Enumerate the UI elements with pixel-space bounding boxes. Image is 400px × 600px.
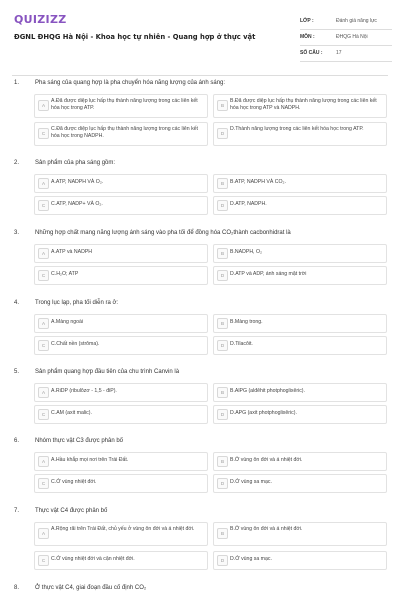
answer-option-c[interactable] (34, 122, 208, 146)
meta-row-socau (300, 46, 392, 62)
worksheet-header (0, 0, 400, 72)
question-number: 7. (14, 508, 20, 514)
option-text: B.Ở vùng ôn đới và á nhiệt đới. (230, 526, 303, 532)
option-letter-badge: D (217, 128, 228, 139)
option-text: A.Hầu khắp mọi nơi trên Trái Đất. (51, 457, 129, 463)
answer-option-b[interactable] (213, 174, 387, 193)
meta-value: Đánh giá năng lực (336, 18, 377, 24)
option-letter-badge: C (38, 200, 49, 211)
option-text: C.Ở vùng nhiệt đới. (51, 479, 97, 485)
answer-option-a[interactable] (34, 244, 208, 263)
option-letter-badge: C (38, 340, 49, 351)
answer-option-d[interactable] (213, 405, 387, 424)
option-text: B.Màng trong. (230, 319, 263, 325)
answer-option-b[interactable] (213, 383, 387, 402)
answer-option-d[interactable] (213, 122, 387, 146)
option-text: A.Màng ngoài (51, 319, 84, 325)
answer-option-b[interactable] (213, 314, 387, 333)
option-text: D.Tilacôit. (230, 341, 253, 347)
option-text: C.Chất nền (strôma). (51, 341, 100, 347)
answer-option-b[interactable] (213, 244, 387, 263)
meta-label: LỚP : (300, 18, 314, 24)
option-text: D.Ở vùng sa mạc. (230, 479, 272, 485)
question-number: 2. (14, 160, 20, 166)
question-number: 5. (14, 369, 20, 375)
option-letter-badge: C (38, 555, 49, 566)
option-text: C.Đã được diệp lục hấp thụ thành năng lượng trong các liên kết hóa học trong NADPH. (51, 126, 198, 139)
question-text: Nhóm thực vật C3 được phân bố (35, 438, 124, 444)
meta-row-mon (300, 30, 392, 46)
question-text: Ở thực vật C4, giai đoạn đầu cố định CO₂ (35, 585, 147, 591)
answer-option-a[interactable] (34, 314, 208, 333)
answer-option-b[interactable] (213, 522, 387, 546)
question-number: 6. (14, 438, 20, 444)
option-letter-badge: A (38, 528, 49, 539)
option-text: A.ATP và NADPH (51, 249, 93, 255)
answer-option-a[interactable] (34, 174, 208, 193)
question-number: 8. (14, 585, 20, 591)
question-text: Pha sáng của quang hợp là pha chuyển hóa năng lượng của ánh sáng: (35, 80, 226, 86)
option-text: C.ATP, NADP+ VÀ O₂. (51, 201, 103, 207)
quiz-title: ĐGNL ĐHQG Hà Nội - Khoa học tự nhiên - Quang hợp ở thực vật (14, 33, 256, 41)
option-letter-badge: B (217, 318, 228, 329)
answer-option-a[interactable] (34, 452, 208, 471)
option-text: B.ATP, NADPH VÀ CO₂. (230, 179, 287, 185)
answer-option-b[interactable] (213, 94, 387, 118)
option-letter-badge: C (38, 478, 49, 489)
question-text: Sản phẩm của pha sáng gồm: (35, 160, 116, 166)
question-number: 1. (14, 80, 20, 86)
option-text: B.NADPH, O₂ (230, 249, 262, 255)
question-number: 3. (14, 230, 20, 236)
option-letter-badge: B (217, 248, 228, 259)
option-text: A.Rộng rãi trên Trái Đất, chủ yếu ở vùng ôn đới và á nhiệt đới. (51, 526, 195, 532)
meta-value: 17 (336, 50, 342, 56)
option-text: B.Đã được diệp lục hấp thụ thành năng lượng trong các liên kết hóa học trong ATP và NADPH. (230, 98, 377, 111)
option-text: C.Ở vùng nhiệt đới và cận nhiệt đới. (51, 556, 135, 562)
option-letter-badge: D (217, 270, 228, 281)
option-letter-badge: B (217, 456, 228, 467)
option-letter-badge: D (217, 409, 228, 420)
option-text: A.ATP, NADPH VÀ O₂. (51, 179, 104, 185)
meta-label: SỐ CÂU : (300, 50, 323, 56)
option-text: D.Ở vùng sa mạc. (230, 556, 272, 562)
option-letter-badge: A (38, 178, 49, 189)
option-text: D.APG (axit photphoglixêric). (230, 410, 297, 416)
option-letter-badge: C (38, 270, 49, 281)
answer-option-d[interactable] (213, 196, 387, 215)
option-letter-badge: B (217, 100, 228, 111)
option-letter-badge: B (217, 528, 228, 539)
question-text: Thực vật C4 được phân bố (35, 508, 108, 514)
option-text: C.H₂O; ATP (51, 271, 79, 277)
answer-option-c[interactable] (34, 474, 208, 493)
answer-option-b[interactable] (213, 452, 387, 471)
option-letter-badge: A (38, 456, 49, 467)
option-letter-badge: A (38, 387, 49, 398)
option-letter-badge: D (217, 555, 228, 566)
answer-option-d[interactable] (213, 336, 387, 355)
answer-option-a[interactable] (34, 522, 208, 546)
answer-option-c[interactable] (34, 551, 208, 570)
meta-table (300, 14, 392, 62)
answer-option-c[interactable] (34, 266, 208, 285)
answer-option-d[interactable] (213, 266, 387, 285)
answer-option-c[interactable] (34, 336, 208, 355)
option-letter-badge: D (217, 340, 228, 351)
answer-option-a[interactable] (34, 383, 208, 402)
option-text: A.RiDP (ribulôzơ - 1,5 - điP). (51, 388, 117, 394)
option-letter-badge: C (38, 128, 49, 139)
option-text: D.Thành năng lượng trong các liên kết hóa học trong ATP. (230, 126, 364, 132)
question-text: Trong lục lạp, pha tối diễn ra ở: (35, 300, 119, 306)
answer-option-d[interactable] (213, 551, 387, 570)
quizizz-logo: QUIZIZZ (14, 13, 67, 26)
answer-option-d[interactable] (213, 474, 387, 493)
answer-option-c[interactable] (34, 196, 208, 215)
meta-value: ĐHQG Hà Nội (336, 34, 368, 40)
question-text: Những hợp chất mang năng lượng ánh sáng vào pha tối để đồng hóa CO₂thành cacbonhidrat là (35, 230, 291, 236)
header-divider (12, 75, 388, 76)
option-letter-badge: B (217, 178, 228, 189)
option-letter-badge: C (38, 409, 49, 420)
question-number: 4. (14, 300, 20, 306)
option-text: B.Ở vùng ôn đới và á nhiệt đới. (230, 457, 303, 463)
option-text: D.ATP, NADPH. (230, 201, 267, 207)
option-letter-badge: D (217, 478, 228, 489)
meta-label: MÔN : (300, 34, 315, 40)
option-text: D.ATP và ADP, ánh sáng mặt trời (230, 271, 307, 277)
option-text: A.Đã được diệp lục hấp thụ thành năng lượng trong các liên kết hóa học trong ATP. (51, 98, 198, 111)
option-letter-badge: A (38, 248, 49, 259)
meta-row-lop (300, 14, 392, 30)
question-text: Sản phẩm quang hợp đầu tiên của chu trình Canvin là (35, 369, 180, 375)
option-letter-badge: D (217, 200, 228, 211)
answer-option-c[interactable] (34, 405, 208, 424)
option-letter-badge: B (217, 387, 228, 398)
option-letter-badge: A (38, 100, 49, 111)
answer-option-a[interactable] (34, 94, 208, 118)
option-letter-badge: A (38, 318, 49, 329)
option-text: C.AM (axit malic). (51, 410, 92, 416)
option-text: B.AlPG (alđêhit photphoglixêric). (230, 388, 305, 394)
